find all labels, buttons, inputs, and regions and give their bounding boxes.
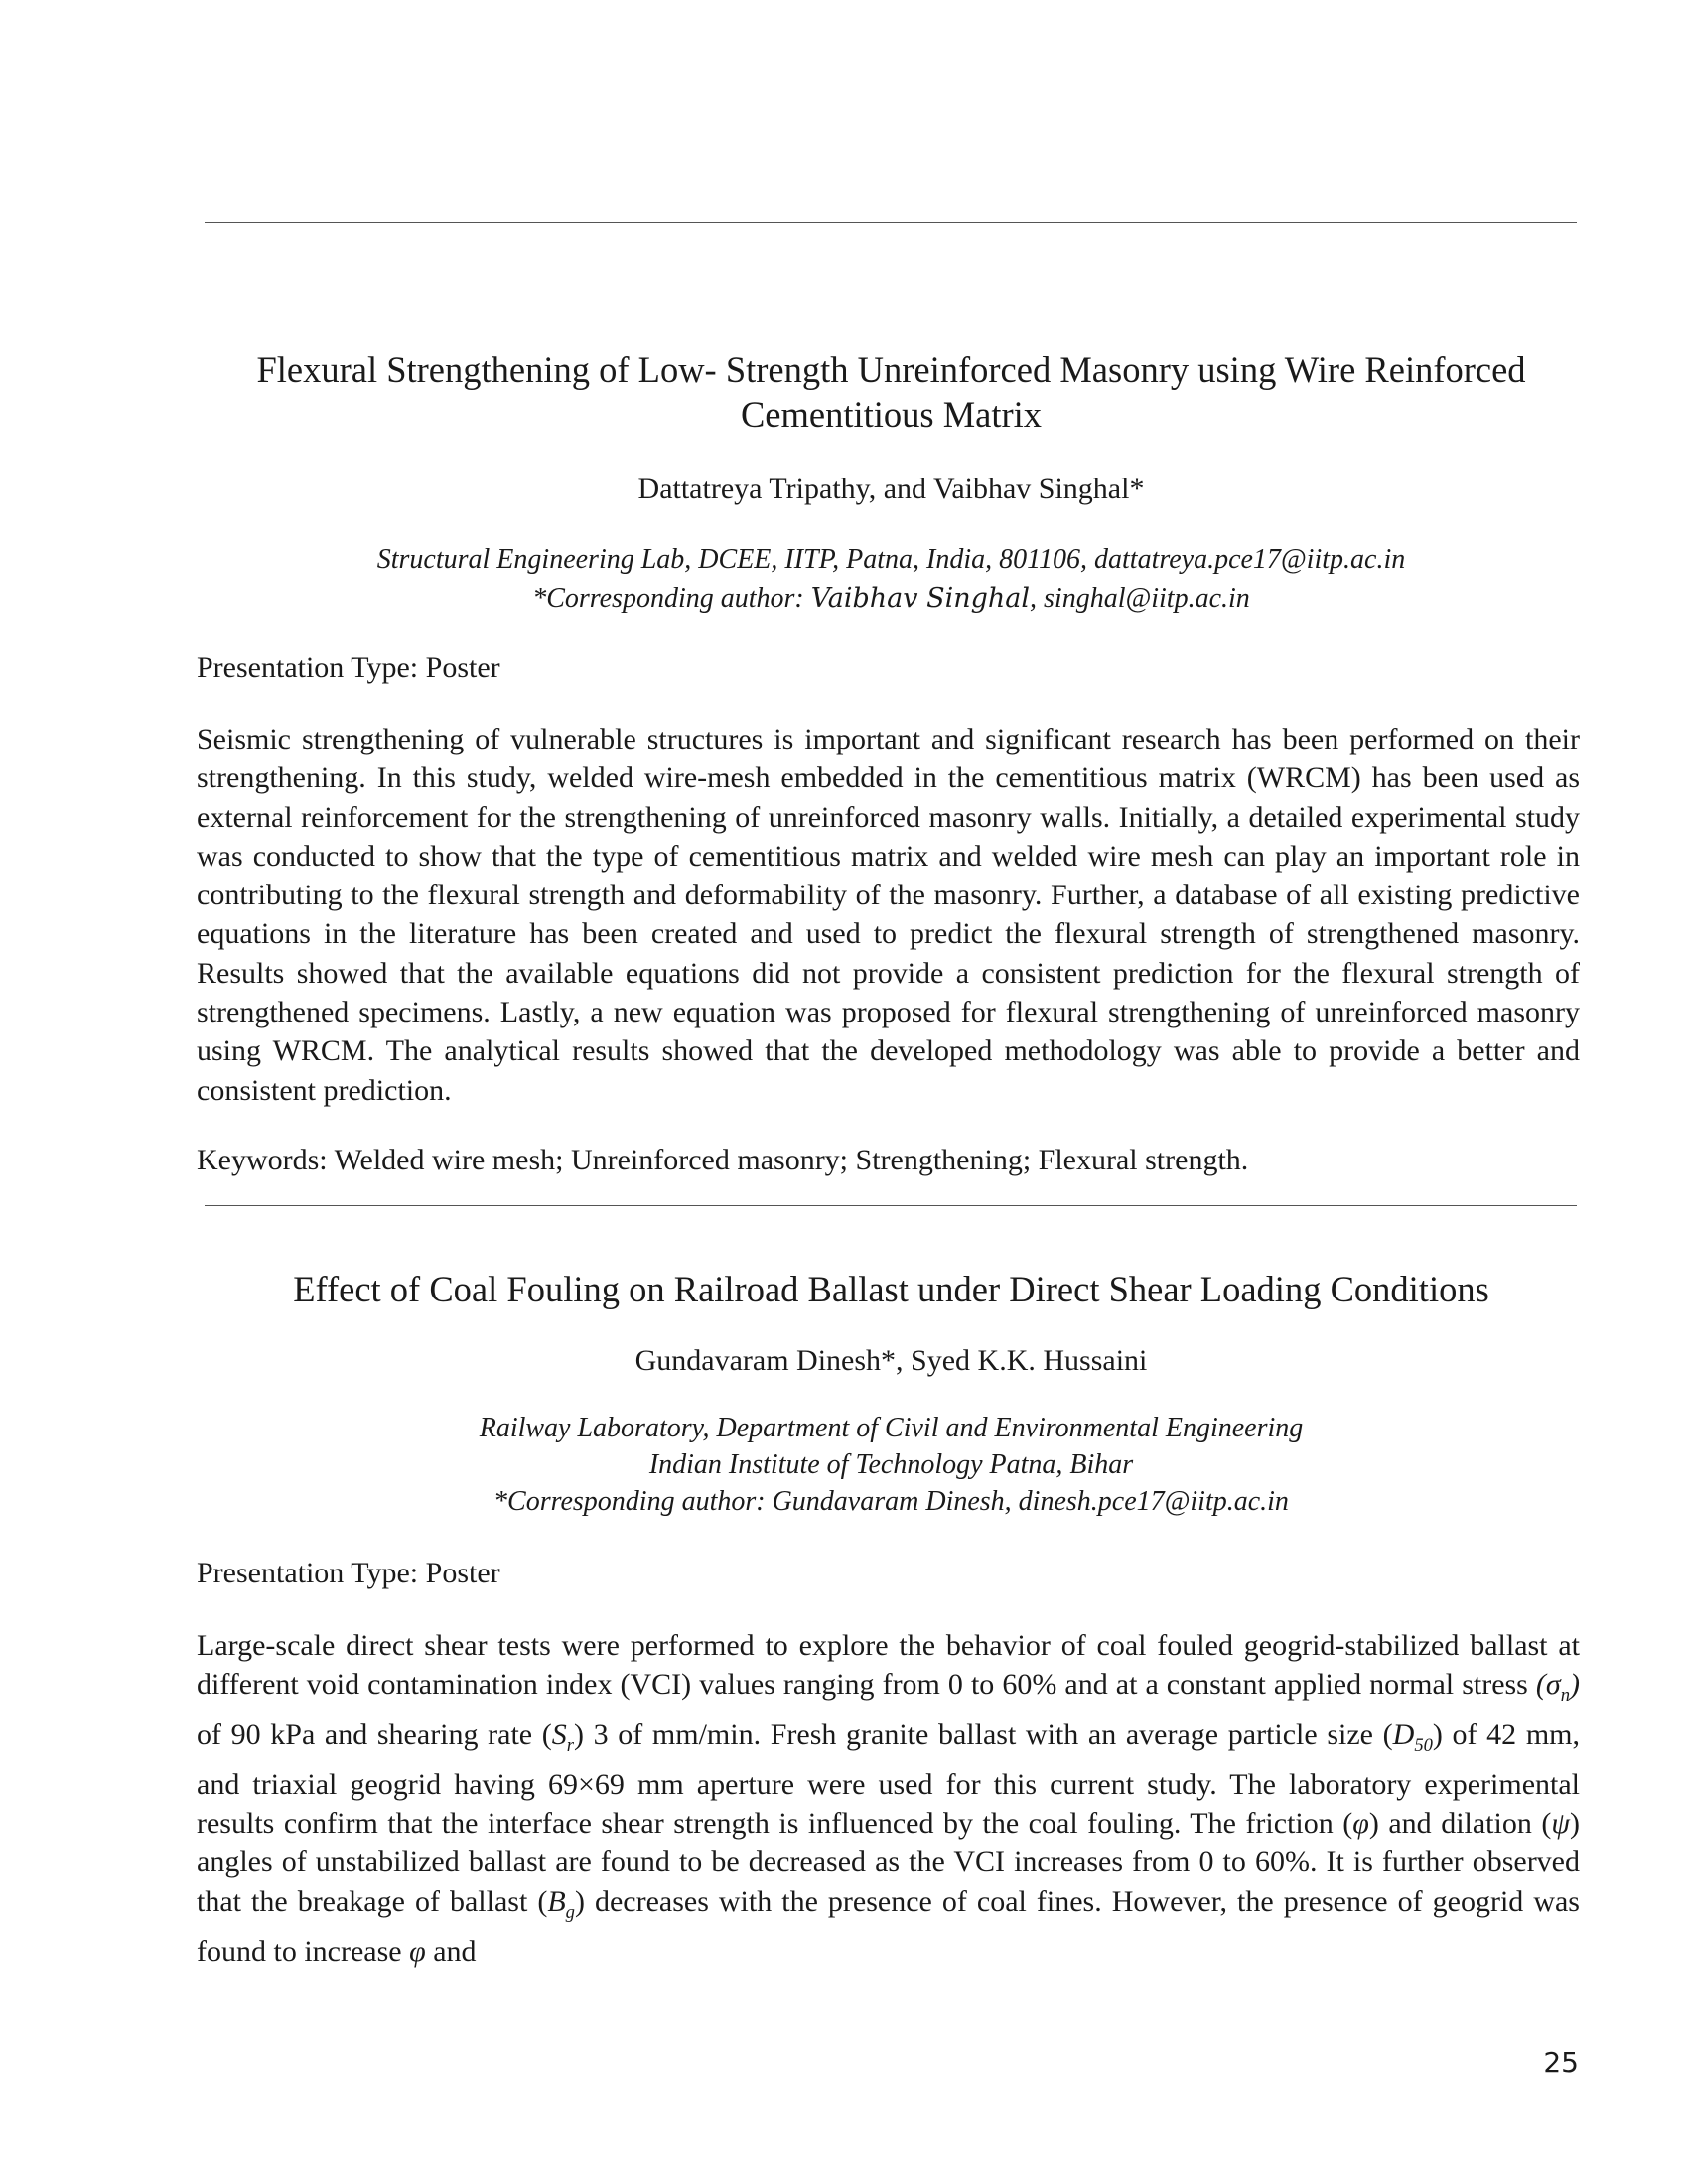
article-2-corresponding-author: *Corresponding author: Gundavaram Dinesh, dinesh.pce17@iitp.ac.in	[493, 1486, 1289, 1517]
corresponding-prefix: *Corresponding author:	[532, 583, 811, 614]
dilation-symbol: ψ	[1551, 1807, 1570, 1841]
article-2-affiliation-line-2: Indian Institute of Technology Patna, Bihar	[648, 1449, 1134, 1480]
abstract-text: ) 3 of mm/min. Fresh granite ballast with an average particle size (	[574, 1717, 1393, 1751]
article-2-presentation-type: Presentation Type: Poster	[197, 1557, 500, 1589]
abstract-text: Large-scale direct shear tests were performed to explore the behavior of coal fouled geogrid-stabilized ballast at different void contamination index (VCI) values ranging from 0 to 60% and at a constant applied normal stress	[197, 1629, 1580, 1702]
article-1-presentation-type: Presentation Type: Poster	[197, 651, 500, 684]
breakage-symbol: $B_g$	[547, 1884, 575, 1923]
abstract-text: ) and dilation (	[1368, 1807, 1552, 1841]
article-1-authors: Dattatreya Tripathy, and Vaibhav Singhal*	[637, 473, 1145, 505]
corresponding-name: Vaibhav Singhal	[810, 583, 1031, 614]
article-2-title: Effect of Coal Fouling on Railroad Ballast under Direct Shear Loading Conditions	[293, 1269, 1489, 1309]
abstract-text: of 90 kPa and shearing rate (	[197, 1717, 552, 1751]
article-2-authors: Gundavaram Dinesh*, Syed K.K. Hussaini	[634, 1344, 1148, 1377]
article-1-keywords: Keywords: Welded wire mesh; Unreinforced masonry; Strengthening; Flexural strength.	[197, 1144, 1249, 1176]
page-number: 25	[1543, 2046, 1579, 2079]
abstract-text: ) angles of unstabilized ballast are found to be decreased as the VCI increases from 0 to 60%. It is further observed that the breakage of ballast (	[197, 1807, 1580, 1918]
article-2-affiliation-line-1: Railway Laboratory, Department of Civil and Environmental Engineering	[479, 1413, 1304, 1443]
article-2-abstract	[197, 1626, 1580, 1971]
article-1-affiliation: Structural Engineering Lab, DCEE, IITP, Patna, India, 801106, dattatreya.pce17@iitp.ac.in	[376, 544, 1406, 575]
article-1-title: Flexural Strengthening of Low- Strength Unreinforced Masonry using Wire Reinforced Cementitious Matrix	[256, 349, 1526, 435]
normal-stress-symbol: $(\sigma_n)$	[1535, 1668, 1580, 1706]
article-1-corresponding-author	[199, 580, 1584, 617]
section-divider	[205, 1205, 1577, 1206]
particle-size-symbol: $D_{50}$	[1392, 1717, 1433, 1756]
friction-symbol: φ	[1352, 1807, 1369, 1841]
abstract-text: ) decreases with the presence of coal fines. However, the presence of geogrid was found to increase	[197, 1884, 1580, 1969]
top-divider	[205, 222, 1577, 223]
friction-symbol: φ	[409, 1935, 426, 1969]
abstract-text: ) of 42 mm, and triaxial geogrid having 69×69 mm aperture were used for this current study. The laboratory experimental results confirm that the interface shear strength is influenced by the coal fouling. The friction (	[197, 1717, 1580, 1841]
corresponding-email: , singhal@iitp.ac.in	[1030, 583, 1250, 614]
abstract-text: and	[425, 1935, 477, 1969]
shearing-rate-symbol: $S_r$	[551, 1717, 574, 1756]
article-1-abstract: Seismic strengthening of vulnerable structures is important and significant research has been performed on their strengthening. In this study, welded wire-mesh embedded in the cementitious matrix (WRCM) has been used as external reinforcement for the strengthening of unreinforced masonry walls. Initially, a detailed experimental study was conducted to show that the type of cementitious matrix and welded wire mesh can play an important role in contributing to the flexural strength and deformability of the masonry. Further, a database of all existing predictive equations in the literature has been created and used to predict the flexural strength of strengthened masonry. Results showed that the available equations did not provide a consistent prediction for the flexural strength of strengthened specimens. Lastly, a new equation was proposed for flexural strengthening of unreinforced masonry using WRCM. The analytical results showed that the developed methodology was able to provide a better and consistent prediction.	[197, 723, 1580, 1107]
